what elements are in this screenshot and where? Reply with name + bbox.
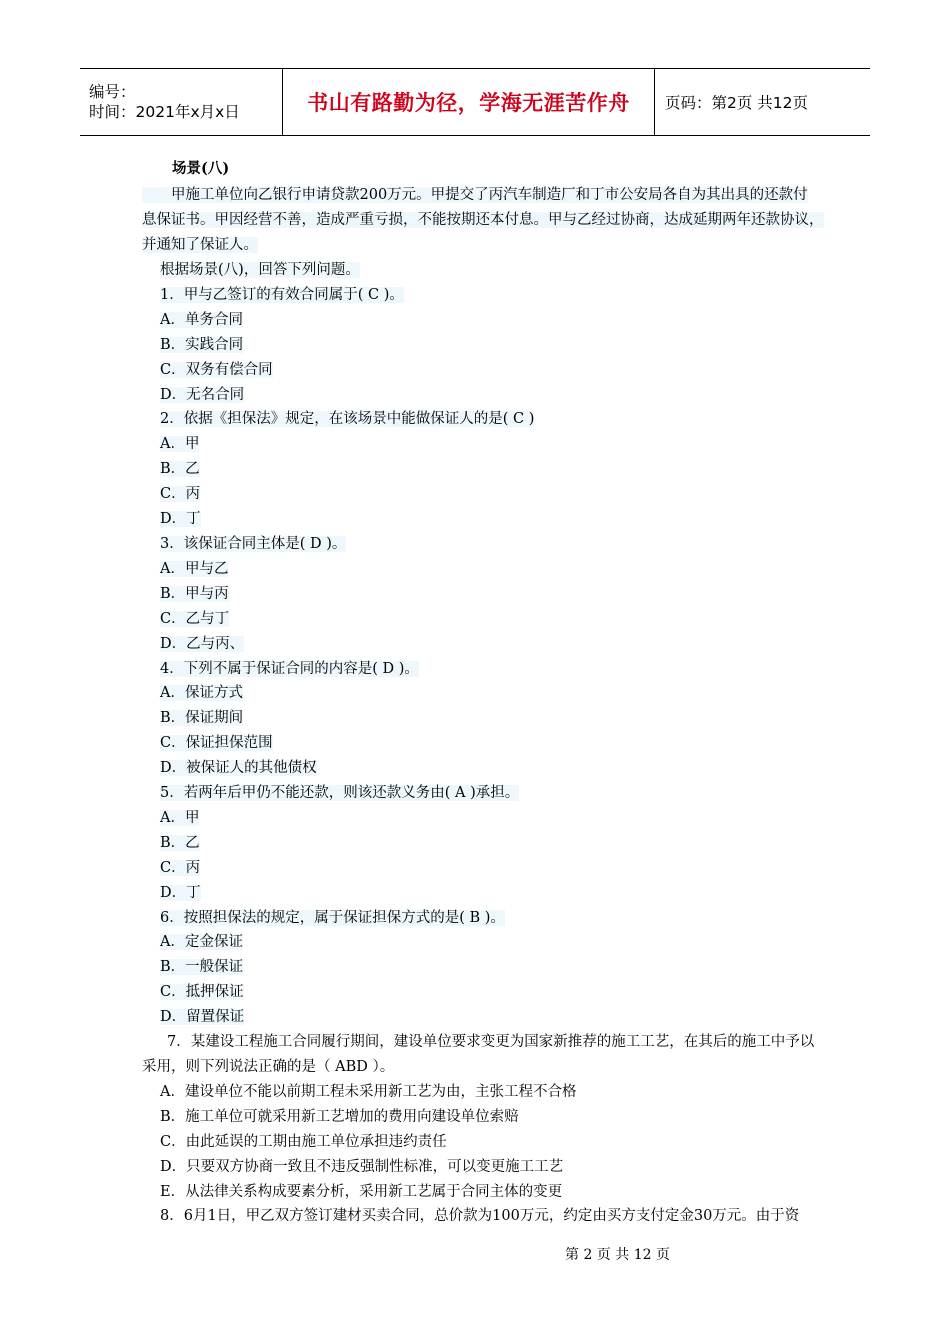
q1-option-a: A．单务合同 xyxy=(160,311,243,328)
q3-option-d: D．乙与丙、 xyxy=(160,635,245,652)
q7-option-d: D．只要双方协商一致且不违反强制性标准，可以变更施工工艺 xyxy=(160,1158,564,1175)
q1-stem: 1．甲与乙签订的有效合同属于( C )。 xyxy=(160,286,404,303)
q2-option-a: A．甲 xyxy=(160,436,200,453)
q3-option-c: C．乙与丁 xyxy=(160,610,230,627)
q2-stem: 2．依据《担保法》规定，在该场景中能做保证人的是( C ) xyxy=(160,411,535,428)
q7-option-b: B．施工单位可就采用新工艺增加的费用向建设单位索赔 xyxy=(160,1108,519,1125)
q3-option-b: B．甲与丙 xyxy=(160,585,229,602)
q6-option-d: D．留置保证 xyxy=(160,1009,245,1026)
page-header xyxy=(80,68,870,136)
header-motto: 书山有路勤为径，学海无涯苦作舟 xyxy=(282,69,655,135)
q8-stem: 8．6月1日，甲乙双方签订建材买卖合同，总价款为100万元，约定由买方支付定金30万元。由于资 xyxy=(160,1208,800,1225)
number-label: 编号： xyxy=(89,83,136,101)
q3-stem: 3．该保证合同主体是( D )。 xyxy=(160,535,347,552)
q7-option-e: E．从法律关系构成要素分析，采用新工艺属于合同主体的变更 xyxy=(160,1183,563,1200)
q1-option-b: B．实践合同 xyxy=(160,336,244,353)
section-title: 场景(八) xyxy=(172,160,230,177)
q4-stem: 4．下列不属于保证合同的内容是( D )。 xyxy=(160,660,419,677)
q5-option-d: D．丁 xyxy=(160,884,201,901)
header-meta xyxy=(80,69,282,135)
q7-option-c: C．由此延误的工期由施工单位承担违约责任 xyxy=(160,1133,447,1150)
header-page-label: 页码：第2页 共12页 xyxy=(665,94,809,112)
intro-line-1: 甲施工单位向乙银行申请贷款200万元。甲提交了丙汽车制造厂和丁市公安局各自为其出具的还款付 xyxy=(142,187,808,203)
intro-line-2: 息保证书。甲因经营不善，造成严重亏损，不能按期还本付息。甲与乙经过协商，达成延期两年还款协议， xyxy=(142,212,824,228)
intro-line-3: 并通知了保证人。 xyxy=(142,237,258,253)
q1-option-d: D．无名合同 xyxy=(160,386,245,403)
q7-stem-line-2: 采用，则下列说法正确的是（ ABD ）。 xyxy=(142,1059,395,1075)
q6-option-a: A．定金保证 xyxy=(160,934,243,951)
q4-option-a: A．保证方式 xyxy=(160,685,243,702)
q4-option-c: C．保证担保范围 xyxy=(160,735,273,752)
q5-stem: 5．若两年后甲仍不能还款，则该还款义务由( A )承担。 xyxy=(160,785,520,802)
q5-option-a: A．甲 xyxy=(160,809,200,826)
time-label: 时间：2021年x月x日 xyxy=(89,103,240,121)
q5-option-c: C．丙 xyxy=(160,859,201,876)
q4-option-d: D．被保证人的其他债权 xyxy=(160,760,317,777)
q6-option-b: B．一般保证 xyxy=(160,959,244,976)
q3-option-a: A．甲与乙 xyxy=(160,560,229,577)
q2-option-d: D．丁 xyxy=(160,511,201,528)
q7-stem-line-1: 7．某建设工程施工合同履行期间，建设单位要求变更为国家新推荐的施工工艺，在其后的施工中予以 xyxy=(167,1034,815,1051)
q6-stem: 6．按照担保法的规定，属于保证担保方式的是( B )。 xyxy=(160,909,505,926)
q1-option-c: C．双务有偿合同 xyxy=(160,361,273,378)
q6-option-c: C．抵押保证 xyxy=(160,984,244,1001)
q4-option-b: B．保证期间 xyxy=(160,710,244,727)
page-footer: 第 2 页 共 12 页 xyxy=(565,1247,670,1263)
q5-option-b: B．乙 xyxy=(160,834,200,851)
q7-option-a: A．建设单位不能以前期工程未采用新工艺为由，主张工程不合格 xyxy=(160,1083,577,1100)
q2-option-b: B．乙 xyxy=(160,461,200,478)
prompt: 根据场景(八)，回答下列问题。 xyxy=(160,262,360,278)
intro-paragraph xyxy=(142,183,824,258)
question-list xyxy=(142,258,820,1229)
q2-option-c: C．丙 xyxy=(160,486,201,503)
